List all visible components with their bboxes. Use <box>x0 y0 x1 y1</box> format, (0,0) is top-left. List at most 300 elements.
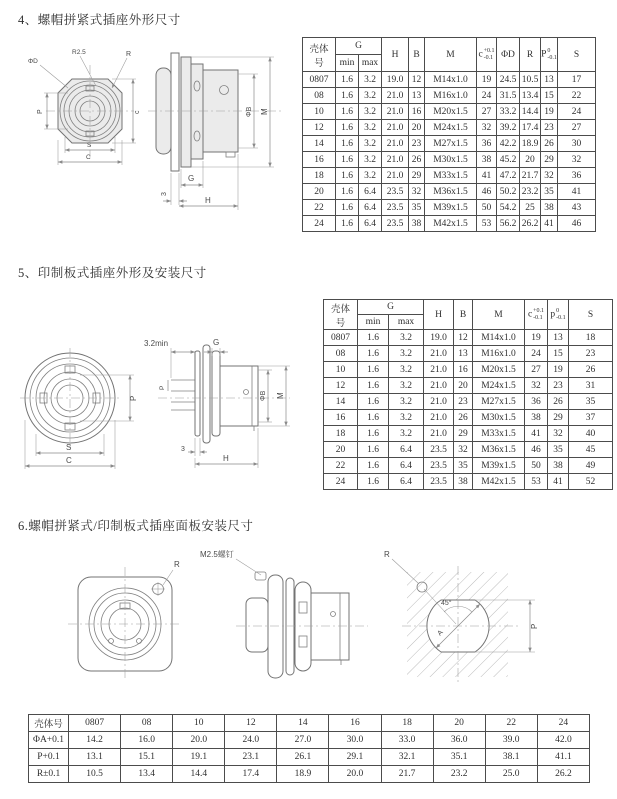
table-cell: 3.2 <box>359 88 382 104</box>
table-cell: M14x1.0 <box>425 72 477 88</box>
table-row <box>324 378 613 394</box>
table-cell: 26.1 <box>277 749 329 766</box>
table-cell: 14 <box>303 136 336 152</box>
dim-label-phiB: ΦB <box>260 390 267 401</box>
table-cell: 0807 <box>303 72 336 88</box>
table-cell: 35 <box>454 458 473 474</box>
table-cell: 36 <box>525 394 548 410</box>
table-cell: M14x1.0 <box>473 330 525 346</box>
table-cell: 50 <box>525 458 548 474</box>
table-cell: 18 <box>324 426 358 442</box>
table-cell: M36x1.5 <box>425 184 477 200</box>
table-cell: 46 <box>477 184 497 200</box>
table-cell: 23.5 <box>382 216 409 232</box>
screw-callout: M2.5螺钉 <box>200 550 234 559</box>
table-cell: M42x1.5 <box>425 216 477 232</box>
dim-label-r: R <box>126 51 132 58</box>
table-row <box>303 152 596 168</box>
table-cell: 29 <box>409 168 425 184</box>
table-row <box>303 120 596 136</box>
table-cell: M27x1.5 <box>425 136 477 152</box>
table-cell: 20.0 <box>173 732 225 749</box>
table-cell: 20 <box>324 442 358 458</box>
table-cell: 41 <box>525 426 548 442</box>
panel-mounting-dimension-table <box>28 714 590 783</box>
table-row <box>324 474 613 490</box>
table-cell: 3.2 <box>359 152 382 168</box>
table-cell: 3.2 <box>359 104 382 120</box>
table-cell: 1.6 <box>358 394 389 410</box>
table-cell: 0807 <box>324 330 358 346</box>
table-cell: 17 <box>558 72 596 88</box>
table-cell: 20 <box>409 120 425 136</box>
table-row <box>303 216 596 232</box>
table-cell: 14 <box>324 394 358 410</box>
col-s: S <box>558 38 596 72</box>
table-cell: 29 <box>548 410 569 426</box>
col-h: H <box>424 300 454 330</box>
table-cell: M33x1.5 <box>473 426 525 442</box>
table-cell: 16 <box>409 104 425 120</box>
table-cell: 27.0 <box>277 732 329 749</box>
table-cell: 27 <box>525 362 548 378</box>
table-cell: 41 <box>548 474 569 490</box>
table-cell: 25 <box>520 200 541 216</box>
table-cell: 23.1 <box>225 749 277 766</box>
table-cell: 19 <box>548 362 569 378</box>
table-cell: 13.4 <box>121 766 173 783</box>
table-cell: 26 <box>548 394 569 410</box>
dim-label-32min: 3.2min <box>144 339 169 348</box>
table-cell: M16x1.0 <box>473 346 525 362</box>
table-row <box>303 72 596 88</box>
table-cell: 10 <box>303 104 336 120</box>
dim-label-phiD: ΦD <box>28 58 38 65</box>
table-cell: 23.5 <box>382 184 409 200</box>
table-cell: ΦA+0.1 <box>29 732 69 749</box>
table-cell: 15 <box>541 88 558 104</box>
table-cell: 1.6 <box>336 136 359 152</box>
table-row <box>29 732 590 749</box>
table-cell: 13 <box>454 346 473 362</box>
table-cell: 6.4 <box>389 458 424 474</box>
table-cell: 壳体号 <box>29 715 69 732</box>
table-cell: 21.0 <box>424 346 454 362</box>
col-g: G <box>358 300 424 315</box>
col-g-max: max <box>359 55 382 72</box>
table-cell: 26 <box>541 136 558 152</box>
section-4-title: 4、螺帽拼紧式插座外形尺寸 <box>18 13 181 27</box>
table-cell: 23.5 <box>424 442 454 458</box>
table-cell: M24x1.5 <box>473 378 525 394</box>
table-cell: 17.4 <box>225 766 277 783</box>
table-cell: 12 <box>225 715 277 732</box>
table-cell: 31.5 <box>497 88 520 104</box>
table-cell: 21.7 <box>381 766 433 783</box>
table-cell: 08 <box>324 346 358 362</box>
table-cell: 24 <box>477 88 497 104</box>
table-cell: 29 <box>541 152 558 168</box>
col-p: p 0 -0.1 <box>548 300 569 330</box>
table-cell: 32 <box>525 378 548 394</box>
pcb-socket-outline-drawing <box>18 298 318 513</box>
table-cell: 33.2 <box>497 104 520 120</box>
dim-label-45deg: 45° <box>441 600 452 607</box>
table-cell: 38 <box>409 216 425 232</box>
table-cell: 21.0 <box>382 152 409 168</box>
table-cell: 3.2 <box>389 394 424 410</box>
table-cell: 24 <box>324 474 358 490</box>
table-cell: 1.6 <box>358 346 389 362</box>
dim-label-3: 3 <box>161 192 168 196</box>
table-cell: 27 <box>558 120 596 136</box>
table-row <box>303 104 596 120</box>
table-cell: 6.4 <box>359 216 382 232</box>
table-cell: 38 <box>454 474 473 490</box>
table-cell: 23 <box>548 378 569 394</box>
table-cell: 31 <box>569 378 613 394</box>
table-cell: 1.6 <box>358 330 389 346</box>
table-cell: 1.6 <box>336 120 359 136</box>
table-cell: 30.0 <box>329 732 381 749</box>
table-cell: 1.6 <box>336 168 359 184</box>
table-cell: M42x1.5 <box>473 474 525 490</box>
table-cell: 21.0 <box>382 104 409 120</box>
table-cell: 23.5 <box>424 474 454 490</box>
table-row <box>29 715 590 732</box>
table-cell: 13 <box>409 88 425 104</box>
dim-label-pin-p: P <box>159 385 166 390</box>
table-cell: 19 <box>525 330 548 346</box>
table-cell: 50 <box>477 200 497 216</box>
table-cell: M39x1.5 <box>425 200 477 216</box>
table-cell: 1.6 <box>336 72 359 88</box>
dim-label-g: G <box>188 174 195 183</box>
table-cell: 41.1 <box>537 749 589 766</box>
table-cell: 21.0 <box>424 378 454 394</box>
table-cell: 35 <box>569 394 613 410</box>
table-cell: 15.1 <box>121 749 173 766</box>
table-cell: 3.2 <box>389 378 424 394</box>
table-cell: 21.0 <box>424 362 454 378</box>
table-cell: 14.4 <box>520 104 541 120</box>
table-cell: 23.5 <box>382 200 409 216</box>
table-cell: 21.0 <box>424 394 454 410</box>
table-row <box>324 330 613 346</box>
table-cell: 22 <box>303 200 336 216</box>
table-cell: 1.6 <box>358 442 389 458</box>
nut-socket-outline-drawing <box>20 38 305 250</box>
table-cell: 21.0 <box>382 168 409 184</box>
table-cell: M36x1.5 <box>473 442 525 458</box>
table-cell: 22 <box>485 715 537 732</box>
table-cell: 24 <box>525 346 548 362</box>
table-cell: 3.2 <box>389 426 424 442</box>
table-cell: 13 <box>541 72 558 88</box>
col-c: c +0.1 -0.1 <box>525 300 548 330</box>
table-cell: 41 <box>477 168 497 184</box>
table-cell: 13.4 <box>520 88 541 104</box>
table-cell: 56.2 <box>497 216 520 232</box>
table-cell: 46 <box>525 442 548 458</box>
table-cell: 54.2 <box>497 200 520 216</box>
table-cell: 14.2 <box>69 732 121 749</box>
table-cell: 39.0 <box>485 732 537 749</box>
table-cell: 21.0 <box>424 410 454 426</box>
table-cell: 43 <box>558 200 596 216</box>
col-c: c +0.1 -0.1 <box>477 38 497 72</box>
dim-label-g: G <box>213 338 220 347</box>
table-row <box>324 458 613 474</box>
table-cell: 16 <box>324 410 358 426</box>
table-cell: 24 <box>537 715 589 732</box>
table-cell: 10 <box>173 715 225 732</box>
table-cell: 42.0 <box>537 732 589 749</box>
table-cell: 18 <box>303 168 336 184</box>
table-cell: 19.0 <box>382 72 409 88</box>
dim-label-c: c <box>134 110 141 114</box>
dim-label-p: P <box>129 395 138 401</box>
table-cell: 45 <box>569 442 613 458</box>
col-r: R <box>520 38 541 72</box>
table-row <box>324 410 613 426</box>
table-cell: 16 <box>303 152 336 168</box>
table-cell: 38 <box>541 200 558 216</box>
table-cell: 18 <box>381 715 433 732</box>
table-cell: 3.2 <box>359 168 382 184</box>
table-cell: 0807 <box>69 715 121 732</box>
table-cell: 42.2 <box>497 136 520 152</box>
table-cell: 32 <box>409 184 425 200</box>
table-cell: 13 <box>548 330 569 346</box>
table-cell: 38 <box>477 152 497 168</box>
table-cell: 40 <box>569 426 613 442</box>
dim-label-a: A <box>436 629 445 638</box>
table-cell: 24 <box>558 104 596 120</box>
table-cell: 1.6 <box>358 474 389 490</box>
table-cell: 23 <box>454 394 473 410</box>
col-m: M <box>425 38 477 72</box>
table-cell: 47.2 <box>497 168 520 184</box>
table-cell: 16.0 <box>121 732 173 749</box>
table-cell: 19 <box>477 72 497 88</box>
table-cell: 3.2 <box>389 346 424 362</box>
table-cell: R±0.1 <box>29 766 69 783</box>
table-row <box>303 168 596 184</box>
table-cell: 50.2 <box>497 184 520 200</box>
col-m: M <box>473 300 525 330</box>
dim-label-p: P <box>530 623 539 629</box>
table-cell: 32 <box>454 442 473 458</box>
table-row <box>303 200 596 216</box>
table-cell: 36 <box>477 136 497 152</box>
table-cell: 32 <box>477 120 497 136</box>
table-cell: 08 <box>121 715 173 732</box>
table-cell: 23.2 <box>433 766 485 783</box>
table-cell: 3.2 <box>389 330 424 346</box>
table-cell: 3.2 <box>359 136 382 152</box>
table-cell: 19.1 <box>173 749 225 766</box>
table-cell: 1.6 <box>358 362 389 378</box>
table-cell: 46 <box>558 216 596 232</box>
table-cell: 23.2 <box>520 184 541 200</box>
table-cell: 6.4 <box>359 184 382 200</box>
col-g-min: min <box>336 55 359 72</box>
table-cell: 38.1 <box>485 749 537 766</box>
table-cell: 32 <box>558 152 596 168</box>
table-cell: 18.9 <box>277 766 329 783</box>
col-phid: ΦD <box>497 38 520 72</box>
table-row <box>324 394 613 410</box>
table-row <box>303 184 596 200</box>
table-cell: 21.0 <box>424 426 454 442</box>
dim-label-3: 3 <box>181 446 185 453</box>
table-cell: 39.2 <box>497 120 520 136</box>
panel-mounting-drawing <box>30 542 610 707</box>
table-cell: 15 <box>548 346 569 362</box>
table-cell: M30x1.5 <box>473 410 525 426</box>
col-b: B <box>409 38 425 72</box>
table-cell: 23.5 <box>424 458 454 474</box>
table-row <box>303 136 596 152</box>
table-header-row <box>303 38 596 55</box>
table-cell: M30x1.5 <box>425 152 477 168</box>
table-cell: 53 <box>525 474 548 490</box>
table-cell: 26.2 <box>520 216 541 232</box>
table-cell: 1.6 <box>336 200 359 216</box>
table-cell: 26 <box>454 410 473 426</box>
table-cell: M16x1.0 <box>425 88 477 104</box>
table-cell: 19 <box>541 104 558 120</box>
table-cell: M33x1.5 <box>425 168 477 184</box>
table-cell: 20 <box>520 152 541 168</box>
table-cell: 38 <box>525 410 548 426</box>
nut-socket-dimension-table <box>302 37 596 232</box>
table-cell: 22 <box>558 88 596 104</box>
table-cell: 14.4 <box>173 766 225 783</box>
table-cell: 21.0 <box>382 120 409 136</box>
table-cell: 26.2 <box>537 766 589 783</box>
table-cell: 32 <box>548 426 569 442</box>
table-cell: 23 <box>541 120 558 136</box>
table-cell: 29 <box>454 426 473 442</box>
table-cell: 12 <box>409 72 425 88</box>
table-cell: 12 <box>454 330 473 346</box>
table-cell: 1.6 <box>358 458 389 474</box>
dim-label-r-panel: R <box>384 550 390 559</box>
col-g: G <box>336 38 382 55</box>
table-cell: 21.0 <box>382 136 409 152</box>
table-cell: 24 <box>303 216 336 232</box>
table-cell: 23 <box>569 346 613 362</box>
table-cell: 1.6 <box>358 378 389 394</box>
table-cell: 32 <box>541 168 558 184</box>
table-cell: 1.6 <box>358 426 389 442</box>
table-cell: 20 <box>303 184 336 200</box>
table-row <box>324 346 613 362</box>
table-row <box>324 362 613 378</box>
table-cell: 20.0 <box>329 766 381 783</box>
table-cell: 18 <box>569 330 613 346</box>
table-cell: 6.4 <box>389 474 424 490</box>
table-cell: 52 <box>569 474 613 490</box>
section-5-title: 5、印制板式插座外形及安装尺寸 <box>18 266 207 280</box>
table-cell: 14 <box>277 715 329 732</box>
table-cell: 08 <box>303 88 336 104</box>
table-cell: 37 <box>569 410 613 426</box>
table-cell: 16 <box>454 362 473 378</box>
table-cell: 36.0 <box>433 732 485 749</box>
table-cell: 29.1 <box>329 749 381 766</box>
table-cell: 3.2 <box>359 120 382 136</box>
dim-label-h: H <box>223 454 229 463</box>
table-cell: 1.6 <box>358 410 389 426</box>
table-header-row <box>324 300 613 315</box>
table-row <box>324 442 613 458</box>
table-cell: 24.5 <box>497 72 520 88</box>
table-cell: 3.2 <box>389 410 424 426</box>
table-cell: 1.6 <box>336 184 359 200</box>
dim-label-p: P <box>37 109 44 114</box>
table-cell: 32.1 <box>381 749 433 766</box>
table-cell: M20x1.5 <box>425 104 477 120</box>
table-cell: 3.2 <box>359 72 382 88</box>
table-cell: 35 <box>409 200 425 216</box>
col-b: B <box>454 300 473 330</box>
table-cell: 10.5 <box>520 72 541 88</box>
table-cell: 21.0 <box>382 88 409 104</box>
col-shell: 壳体 号 <box>303 38 336 72</box>
pcb-socket-dimension-table <box>323 299 613 490</box>
table-cell: M24x1.5 <box>425 120 477 136</box>
table-cell: 24.0 <box>225 732 277 749</box>
table-cell: 26 <box>569 362 613 378</box>
table-cell: 36 <box>558 168 596 184</box>
table-cell: 35.1 <box>433 749 485 766</box>
table-cell: 6.4 <box>389 442 424 458</box>
dim-label-c: C <box>66 456 72 465</box>
table-row <box>303 88 596 104</box>
table-cell: 1.6 <box>336 216 359 232</box>
table-cell: 45.2 <box>497 152 520 168</box>
dim-label-m: M <box>260 108 269 115</box>
dim-label-phiB: ΦB <box>246 106 253 117</box>
section-6-title: 6.螺帽拼紧式/印制板式插座面板安装尺寸 <box>18 519 254 533</box>
table-cell: 53 <box>477 216 497 232</box>
table-cell: 3.2 <box>389 362 424 378</box>
table-cell: 18.9 <box>520 136 541 152</box>
table-cell: 49 <box>569 458 613 474</box>
table-cell: 10 <box>324 362 358 378</box>
table-cell: 12 <box>324 378 358 394</box>
table-cell: 6.4 <box>359 200 382 216</box>
table-cell: 1.6 <box>336 88 359 104</box>
table-cell: 1.6 <box>336 104 359 120</box>
table-cell: 22 <box>324 458 358 474</box>
table-cell: 16 <box>329 715 381 732</box>
table-cell: 13.1 <box>69 749 121 766</box>
table-cell: 21.7 <box>520 168 541 184</box>
table-cell: 10.5 <box>69 766 121 783</box>
table-cell: 23 <box>409 136 425 152</box>
dim-label-r-flange: R <box>174 560 180 569</box>
table-cell: 38 <box>548 458 569 474</box>
col-g-max: max <box>389 315 424 330</box>
table-cell: 33.0 <box>381 732 433 749</box>
col-h: H <box>382 38 409 72</box>
col-shell: 壳体 号 <box>324 300 358 330</box>
table-cell: 41 <box>541 216 558 232</box>
